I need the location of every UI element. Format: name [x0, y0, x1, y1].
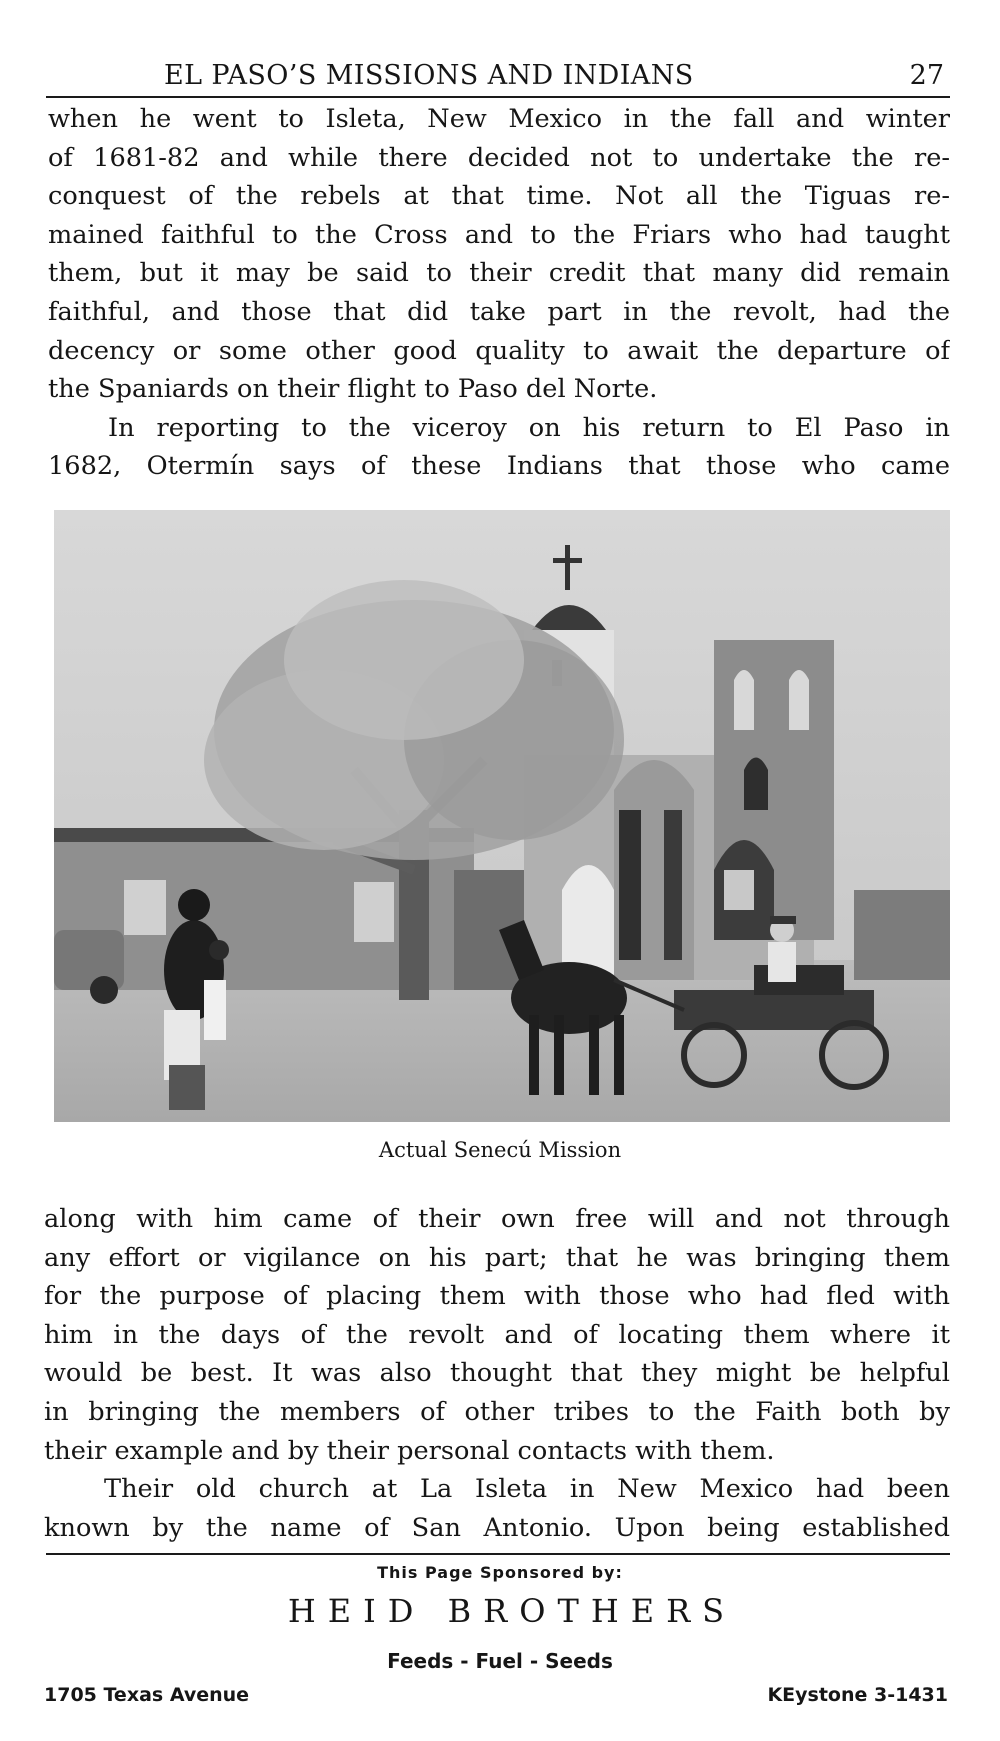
mission-photo-illustration [54, 510, 950, 1122]
text-line: the Spaniards on their flight to Paso del Norte. [48, 374, 658, 405]
text-line: along with him came of their own free will and not through [44, 1204, 950, 1234]
text-line: In reporting to the viceroy on his return to El Paso in [108, 412, 950, 443]
sponsor-intro: This Page Sponsored by: [377, 1563, 623, 1582]
text-line: would be best. It was also thought that they might be helpful [44, 1358, 950, 1389]
text-line: for the purpose of placing them with those who had fled with [44, 1281, 950, 1312]
text-line: any effort or vigilance on his part; that he was bringing them [44, 1242, 950, 1273]
text-line: faithful, and those that did take part in the revolt, had the [48, 296, 950, 327]
sponsor-phone: KEystone 3-1431 [767, 1684, 948, 1706]
sponsor-address: 1705 Texas Avenue [44, 1684, 250, 1706]
sponsor-products: Feeds - Fuel - Seeds [387, 1649, 613, 1673]
text-line: when he went to Isleta, New Mexico in the fall and winter [48, 104, 950, 134]
page-number: 27 [909, 60, 944, 91]
sponsor-name: HEID BROTHERS [287, 1592, 737, 1630]
text-line: of 1681-82 and while there decided not to undertake the re- [48, 142, 950, 173]
text-line: mained faithful to the Cross and to the Friars who had taught [48, 219, 950, 250]
photo-caption: Actual Senecú Mission [378, 1138, 622, 1162]
text-line: Their old church at La Isleta in New Mexico had been [104, 1474, 950, 1505]
text-line: them, but it may be said to their credit that many did remain [48, 258, 950, 289]
text-line: 1682, Otermín says of these Indians that those who came [48, 451, 950, 482]
text-line: known by the name of San Antonio. Upon being established [44, 1512, 950, 1543]
text-line: their example and by their personal contacts with them. [44, 1435, 775, 1466]
text-line: decency or some other good quality to await the departure of [48, 335, 950, 366]
mission-photograph [54, 510, 950, 1122]
running-title: EL PASO’S MISSIONS AND INDIANS [164, 60, 694, 91]
footer-divider [46, 1553, 950, 1555]
running-header [46, 58, 950, 98]
body-text-bottom [44, 1200, 950, 1547]
text-line: conquest of the rebels at that time. Not all the Tiguas re- [48, 181, 950, 212]
text-line: in bringing the members of other tribes to the Faith both by [44, 1396, 950, 1427]
body-text-top [48, 100, 950, 486]
text-line: him in the days of the revolt and of locating them where it [44, 1319, 950, 1350]
